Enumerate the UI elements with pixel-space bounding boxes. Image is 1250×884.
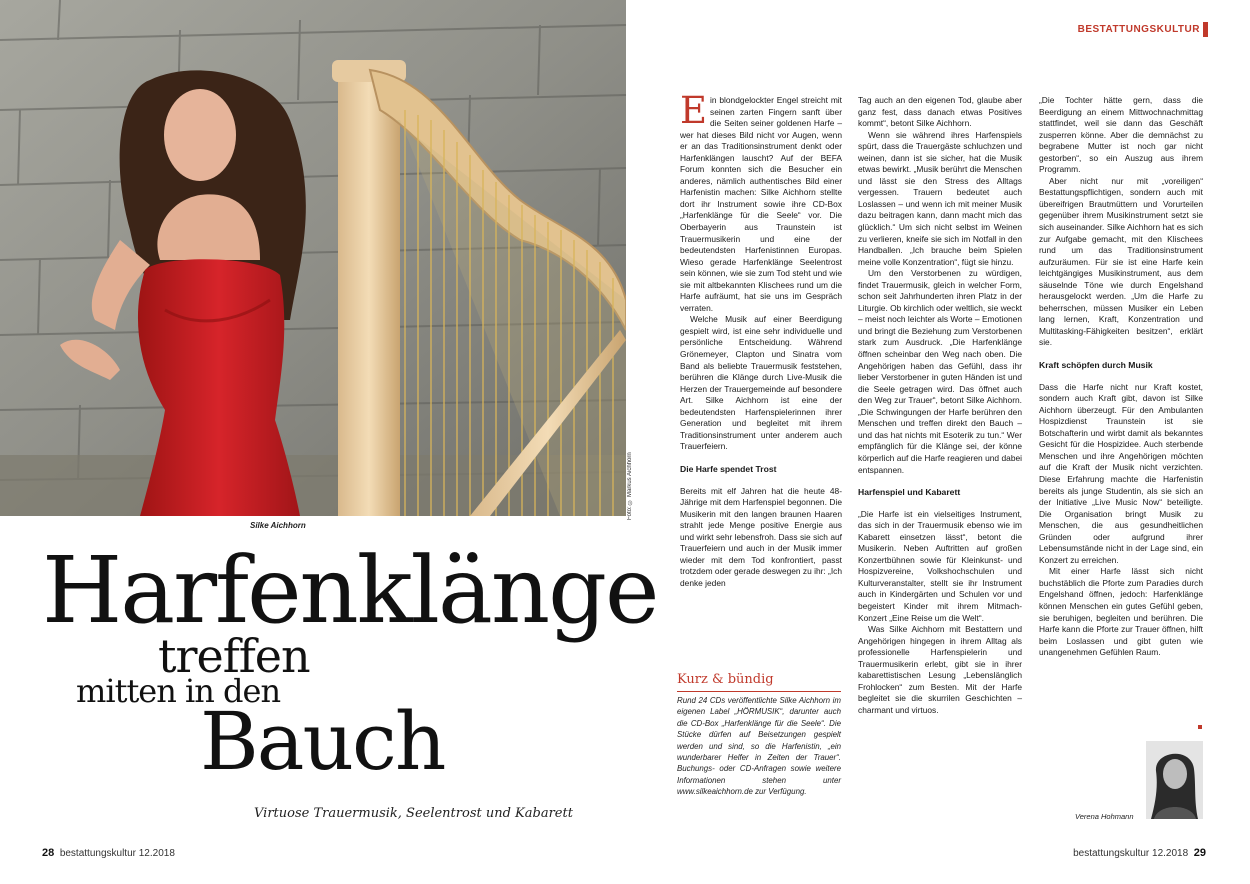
harpist-photo-illustration [0, 0, 626, 516]
folio-text-right: bestattungskultur 12.2018 [1073, 848, 1189, 859]
author-portrait-illustration [1146, 741, 1203, 819]
page-number-left: 28 [42, 847, 55, 859]
page-number-right: 29 [1193, 847, 1206, 859]
info-box-rule [677, 691, 841, 692]
article-column-1 [680, 89, 843, 589]
end-mark [1198, 725, 1202, 729]
headline-line-3: mitten in den [76, 672, 281, 710]
folio-left [42, 847, 175, 859]
photo-credit: Foto: © Markus Aichhorn [627, 452, 633, 520]
author-photo [1146, 741, 1203, 819]
paragraph: „Die Tochter hätte gern, dass die Beerdigung an einem Mittwochnachmittag stattfindet, weil sie dann das Geschäft zusperren könne. Aber die demnächst zu begrabene Mutter ist noch gar nicht gestorben“, so ein Auszug aus ihrem Programm. [1039, 95, 1203, 175]
folio-text-left: bestattungskultur 12.2018 [59, 848, 175, 859]
paragraph: Tag auch an den eigenen Tod, glaube aber ganz fest, dass danach etwas Positives kommt“, betont Silke Aichhorn. [858, 95, 1022, 129]
subheading: Kraft schöpfen durch Musik [1039, 360, 1153, 371]
paragraph: Dass die Harfe nicht nur Kraft kostet, sondern auch Kraft gibt, davon ist Silke Aichhorn überzeugt. Für den Ambulanten Hospizdienst Traunstein ist sie Botschafterin und wirbt damit als bekanntes Gesicht für die Hospizidee. Auch sterbende Menschen und ihre Angehörigen möchten auf die Kraft der Musik nicht verzichten. Diese Erfahrung machte die Harfenistin bereits als junge Studentin, als sie sich an der Initiative „Live Music Now“ beteiligte. Die Organisation bringt Musik zu Menschen, die aus gesundheitlichen Gründen oder aufgrund ihrer Lebensumstände nicht in der Lage sind, ein Konzert zu erreichen. [1039, 381, 1203, 565]
subheadline: Virtuose Trauermusik, Seelentrost und Kabarett [254, 806, 573, 821]
paragraph: Welche Musik auf einer Beerdigung gespielt wird, ist eine sehr individuelle und persönliche Entscheidung. Während Grönemeyer, Clapton und Sinatra vom Band als beliebte Trauermusik feststehen, berühren die Klänge durch Live-Musik die Herzen der Trauergemeinde auf besondere Art. Silke Aichhorn ist eine der bedeutendsten Harfenspielerinnen ihrer Generation und begleitet mit ihrem Traditionsinstrument unter anderem auch Trauerfeiern. [680, 314, 842, 452]
paragraph: Was Silke Aichhorn mit Bestattern und Angehörigen hingegen in ihrem Alltag als professionelle Harfenspielerin und Trauermusikerin erlebt, gibt sie in ihrer kabarettistischen Lesung „Lebenslänglich Frohlocken“ zum Besten. Mit der Harfe begleitet sie die skurrilen Geschichten – charmant und virtuos. [858, 624, 1022, 715]
article-column-3 [1039, 95, 1203, 659]
headline-line-2: treffen [158, 629, 310, 683]
paragraph: Ein blondgelockter Engel streicht mit seinen zarten Fingern sanft über die Seiten seiner goldenen Harfe – wer hat dieses Bild nicht vor Augen, wenn er an das Traditionsinstrument denkt oder Harfenklängen lauscht? Auf der BEFA Forum konnten sich die Besucher ein anderes, nämlich authentisches Bild einer Harfenistin machen: Silke Aichhorn stellte dort ihr Instrument sowie ihre CD-Box „Harfenklänge für die Seele“ vor. Die Oberbayerin aus Traunstein ist Trauermusikerin und eine der bedeutendsten Harfenistinnen Europas. Wieso gerade Harfenklänge Seelentrost sein können, wie sie zum Tod steht und wie sie mit altbekannten Klischees rund um die Harfe aufräumt, hat sie uns im Gespräch verraten. [680, 89, 842, 313]
paragraph: „Die Harfe ist ein vielseitiges Instrument, das sich in der Trauermusik ebenso wie im Kabarett einsetzen lässt“, betont die Musikerin. Neben Auftritten auf großen Konzertbühnen sowie für Kleinkunst- und Hospizvereine, Volkshochschulen und Kulturveranstalter, stellt sie ihr Instrument auch in Kindergärten und Schulen vor und begeistert Kinder mit ihrem Mitmach-Konzert „Eine Reise um die Welt“. [858, 508, 1022, 623]
section-tag: BESTATTUNGSKULTUR [1077, 24, 1200, 35]
headline-line-1: Harfenklänge [42, 537, 658, 644]
dropcap: E [680, 89, 708, 132]
paragraph: Bereits mit elf Jahren hat die heute 48-Jährige mit dem Harfenspiel begonnen. Die Musikerin mit den langen braunen Haaren strahlt jede Menge positive Energie aus und wirkt sehr lebensfroh. Dass sie sich auf Trauerfeiern und auch in der Musik immer wieder mit dem Tod konfrontiert, passt trotzdem oder gerade deswegen zu ihr: „Ich denke jeden [680, 485, 843, 588]
info-box-text: Rund 24 CDs veröffentlichte Silke Aichhorn im eigenen Label „HÖRMUSIK“, darunter auch die CD-Box „Harfenklänge für die Seele“. Die Stücke dürfen auf Beisetzungen gespielt werden und sind, so die Harfenistin, „ein wunderbarer Helfer in Zeiten der Trauer“. Buchungs- oder CD-Anfragen sowie weitere Informationen stehen unter www.silkeaichhorn.de zur Verfügung. [677, 696, 841, 797]
paragraph: Mit einer Harfe lässt sich nicht buchstäblich die Pforte zum Paradies durch Engelshand öffnen, jedoch: Harfenklänge können Menschen ein gutes Gefühl geben, sie beruhigen, begleiten und berühren. Die Harfe kann die Pforte zur Trauer öffnen, hilft beim Loslassen und gibt guten wie unangenehmen Gefühlen Raum. [1039, 566, 1203, 658]
article-column-2 [858, 95, 1022, 716]
photo-caption: Silke Aichhorn [250, 521, 306, 530]
info-box-title: Kurz & bündig [677, 672, 774, 687]
headline-line-4: Bauch [200, 695, 445, 788]
author-name: Verena Hohmann [1075, 812, 1134, 821]
paragraph: Wenn sie während ihres Harfenspiels spürt, dass die Trauergäste schluchzen und weinen, dann ist sie sicher, hat die Musik etwas bewirkt. „Musik berührt die Menschen und lässt sie den Stress des Alltags vergessen. Trauern bedeutet auch Loslassen – und wenn ich mit meiner Musik dazu beitragen kann, dann macht mich das glücklich.“ Um sich nicht selbst im Weinen zu verlieren, kneife sie sich im Notfall in den Handballen. „Ich brauche beim Spielen meine volle Konzentration“, fügt sie hinzu. [858, 129, 1022, 267]
paragraph: Um den Verstorbenen zu würdigen, findet Trauermusik, gleich in welcher Form, schon seit Jahrhunderten ihren Platz in der Liturgie. Ob kirchlich oder weltlich, sie weckt – meist noch leichter als Worte – Emotionen und bringt die Beziehung zum Verstorbenen stark zum Ausdruck. „Die Harfenklänge öffnen scheinbar den Weg nach oben. Die Angehörigen haben das Gefühl, dass ihr lieber Verstorbener in guten Händen ist und die Seele getragen wird. Das öffnet auch den Weg zur Trauer“, betont Silke Aichhorn. „Die Schwingungen der Harfe berühren den Menschen und treffen direkt den Bauch – und das hat nichts mit Esoterik zu tun.“ Wer empfänglich für die Klänge sei, der könne körperlich auf die Harfe reagieren und dabei entspannen. [858, 268, 1022, 475]
hero-photo [0, 0, 626, 516]
paragraph: Aber nicht nur mit „voreiligen“ Bestattungspflichtigen, sondern auch mit übereifrigen Brautmüttern und Vorurteilen gegenüber ihrem Musikinstrument setzt sie sich auseinander. Silke Aichhorn hat es sich zur Aufgabe gemacht, mit den Klischees rund um das Traditionsinstrument aufzuräumen. Für sie ist eine Harfe kein leichtgängiges Musikinstrument, aus dem säuselnde Töne wie durch Engelshand herausgelockt werden. „Um die Harfe zu beherrschen, müssen Musiker ein Leben lang lernen, Kraft, Konzentration und Multitasking-Fähigkeiten besitzen“, erklärt sie. [1039, 175, 1203, 348]
subheading: Harfenspiel und Kabarett [858, 487, 961, 498]
subheading: Die Harfe spendet Trost [680, 463, 777, 474]
section-tag-bar [1203, 22, 1208, 37]
info-box [677, 672, 841, 798]
folio-right [1073, 847, 1206, 859]
